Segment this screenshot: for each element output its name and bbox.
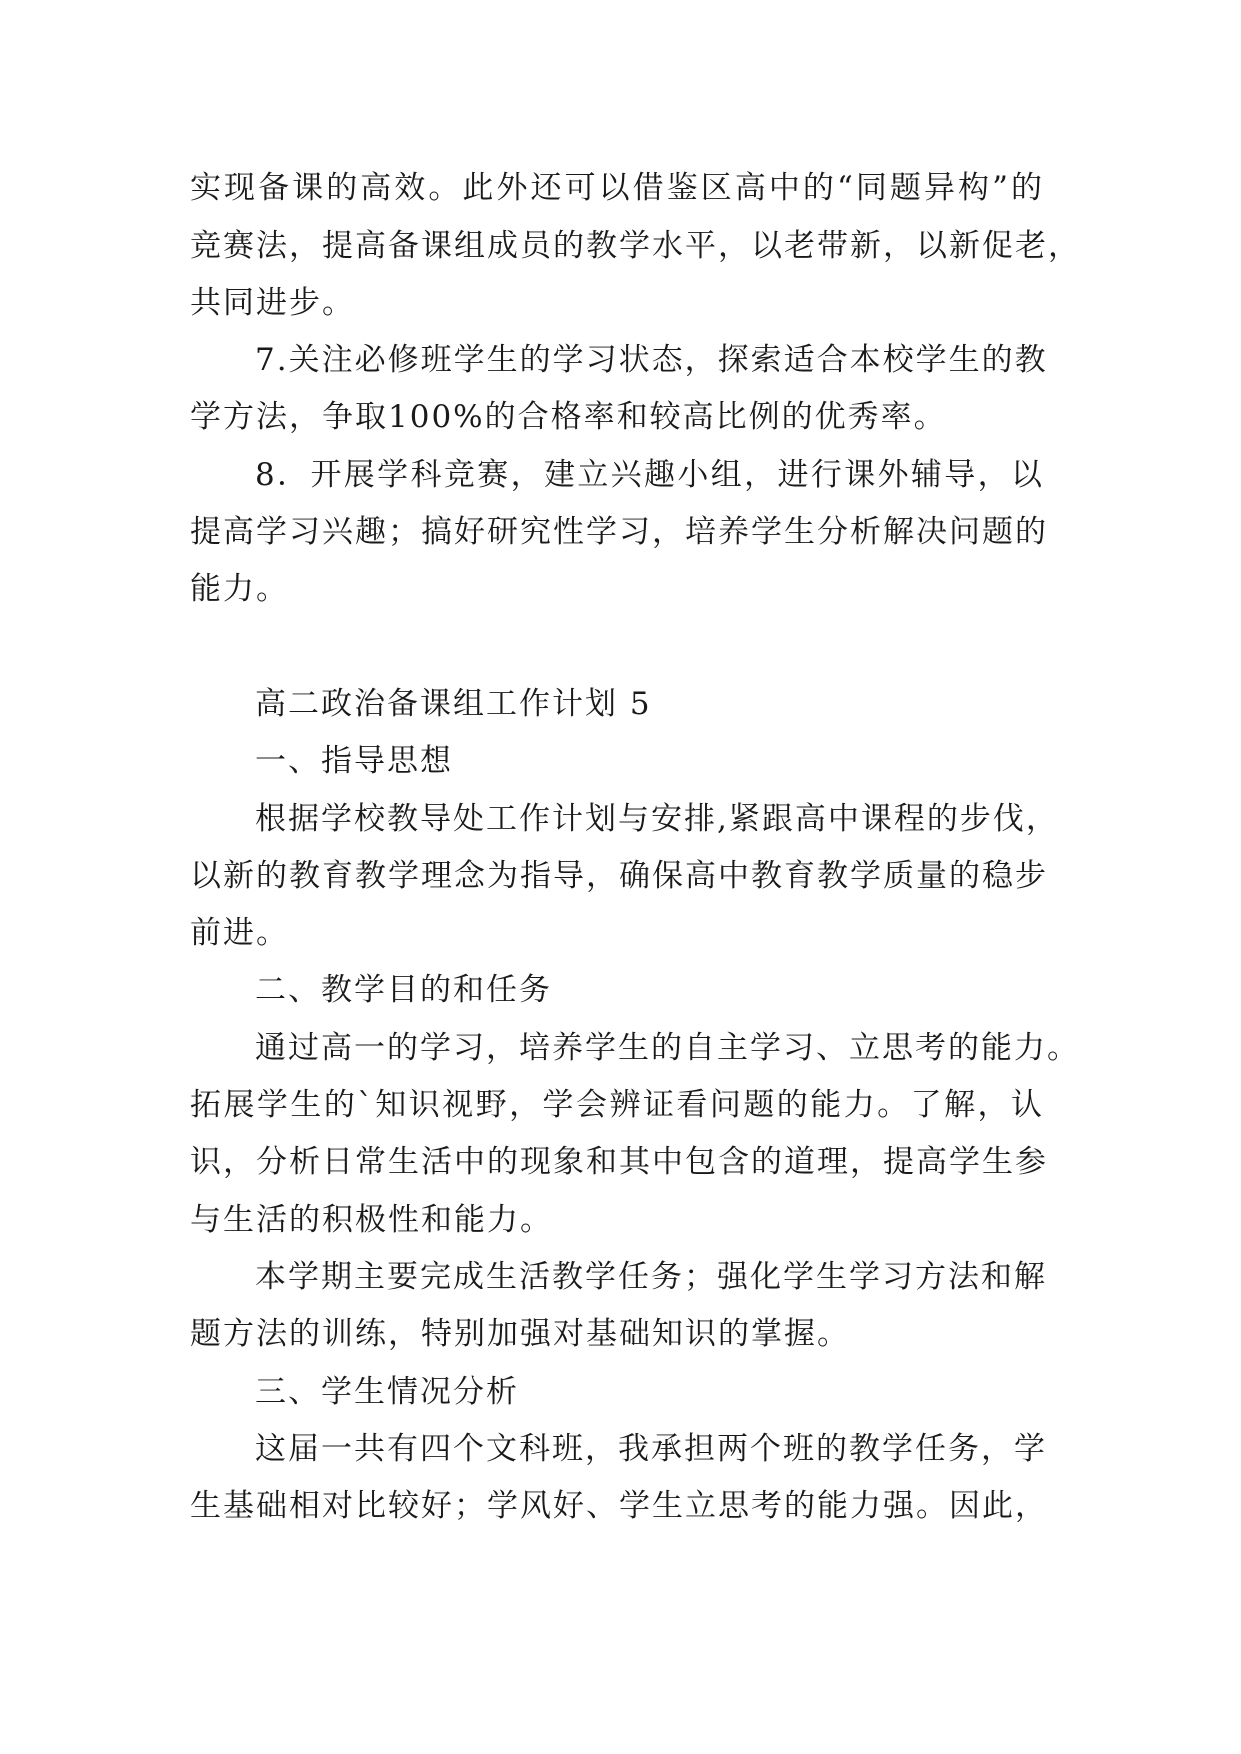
paragraph-line: 竞赛法，提高备课组成员的教学水平，以老带新，以新促老， <box>190 228 1081 264</box>
paragraph-line: 能力。 <box>190 571 289 607</box>
paragraph-line: 7.关注必修班学生的学习状态，探索适合本校学生的教 <box>255 342 1048 378</box>
paragraph-line: 与生活的积极性和能力。 <box>190 1202 553 1238</box>
heading: 一、指导思想 <box>255 743 453 779</box>
paragraph-line: 8．开展学科竞赛，建立兴趣小组，进行课外辅导，以 <box>255 457 1044 493</box>
heading: 三、学生情况分析 <box>255 1374 519 1410</box>
paragraph-line: 拓展学生的`知识视野，学会辨证看问题的能力。了解，认 <box>190 1087 1044 1123</box>
paragraph-line: 前进。 <box>190 915 289 951</box>
section-title: 高二政治备课组工作计划 5 <box>255 686 652 722</box>
paragraph-line: 这届一共有四个文科班，我承担两个班的教学任务，学 <box>255 1431 1047 1467</box>
paragraph-line: 识，分析日常生活中的现象和其中包含的道理，提高学生参 <box>190 1144 1048 1180</box>
paragraph-line: 学方法，争取100%的合格率和较高比例的优秀率。 <box>190 399 947 435</box>
paragraph-line: 根据学校教导处工作计划与安排,紧跟高中课程的步伐， <box>255 801 1059 837</box>
paragraph-line: 实现备课的高效。此外还可以借鉴区高中的“同题异构”的 <box>190 170 1044 206</box>
paragraph-line: 提高学习兴趣；搞好研究性学习，培养学生分析解决问题的 <box>190 514 1048 550</box>
paragraph-line: 共同进步。 <box>190 285 355 321</box>
paragraph-line: 本学期主要完成生活教学任务；强化学生学习方法和解 <box>255 1259 1047 1295</box>
heading: 二、教学目的和任务 <box>255 972 552 1008</box>
paragraph-line: 题方法的训练，特别加强对基础知识的掌握。 <box>190 1316 850 1352</box>
paragraph-line: 生基础相对比较好；学风好、学生立思考的能力强。因此， <box>190 1488 1048 1524</box>
paragraph-line: 通过高一的学习，培养学生的自主学习、立思考的能力。 <box>255 1030 1080 1066</box>
paragraph-line: 以新的教育教学理念为指导，确保高中教育教学质量的稳步 <box>190 858 1048 894</box>
